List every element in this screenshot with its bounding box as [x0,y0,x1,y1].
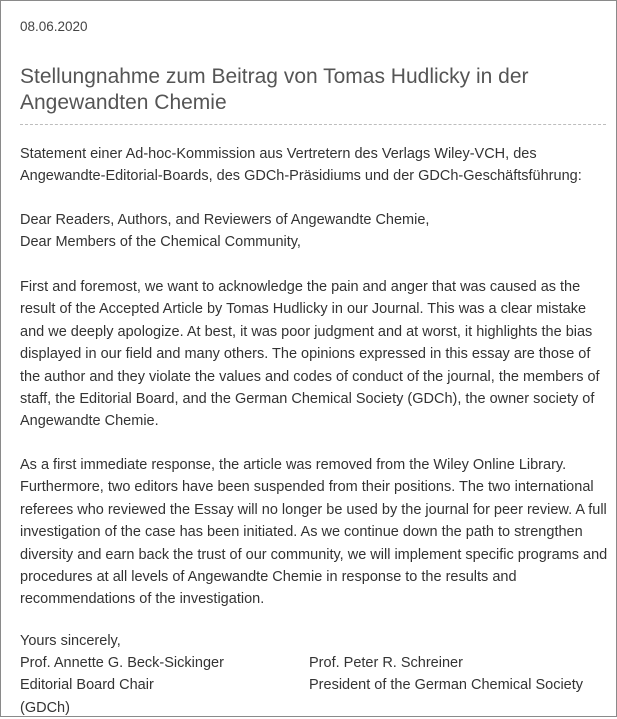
signatory-name: Prof. Annette G. Beck-Sickinger [20,655,224,671]
salutation-line-1: Dear Readers, Authors, and Reviewers of Angewandte Chemie, [20,212,430,228]
signatory-role-continued: (GDCh) [20,699,70,716]
signature-block-left [20,652,290,719]
closing-phrase: Yours sincerely, [20,633,121,649]
salutation [20,209,610,254]
publication-date: 08.06.2020 [20,19,88,34]
apology-paragraph: First and foremost, we want to acknowledge the pain and anger that was caused as the result of the Accepted Article by Tomas Hudlicky in our Journal. This was a clear mistake and we deeply apologize. At best, it was poor judgment and at worst, it highlights the bias displayed in our field and many others. The opinions expressed in this essay are those of the author and they violate the values and codes of conduct of the journal, the members of staff, the Editorial Board, and the German Chemical Society (GDCh), the owner society of Angewandte Chemie. [20,279,600,430]
title-divider [20,124,606,125]
signature-block-right [309,652,609,697]
signatory-name: Prof. Peter R. Schreiner [309,655,463,671]
response-paragraph: As a first immediate response, the article was removed from the Wiley Online Library. Furthermore, two editors have been suspended from their positions. The two international referees who reviewed the Essay will no longer be used by the journal for peer review. A full investigation of the case has been initiated. As we continue down the path to strengthen diversity and earn back the trust of our community, we will implement specific programs and procedures at all levels of Angewandte Chemie in response to the results and recommendations of the investigation. [20,457,608,608]
intro-paragraph: Statement einer Ad-hoc-Kommission aus Vertretern des Verlags Wiley-VCH, des Angewandte-Editorial-Boards, des GDCh-Präsidiums und der GDCh-Geschäftsführung: [20,146,582,185]
page-title: Stellungnahme zum Beitrag von Tomas Hudlicky in der Angewandten Chemie [20,65,529,114]
salutation-line-2: Dear Members of the Chemical Community, [20,234,301,251]
signatory-role: Editorial Board Chair [20,677,154,694]
signatory-role: President of the German Chemical Society [309,677,584,694]
